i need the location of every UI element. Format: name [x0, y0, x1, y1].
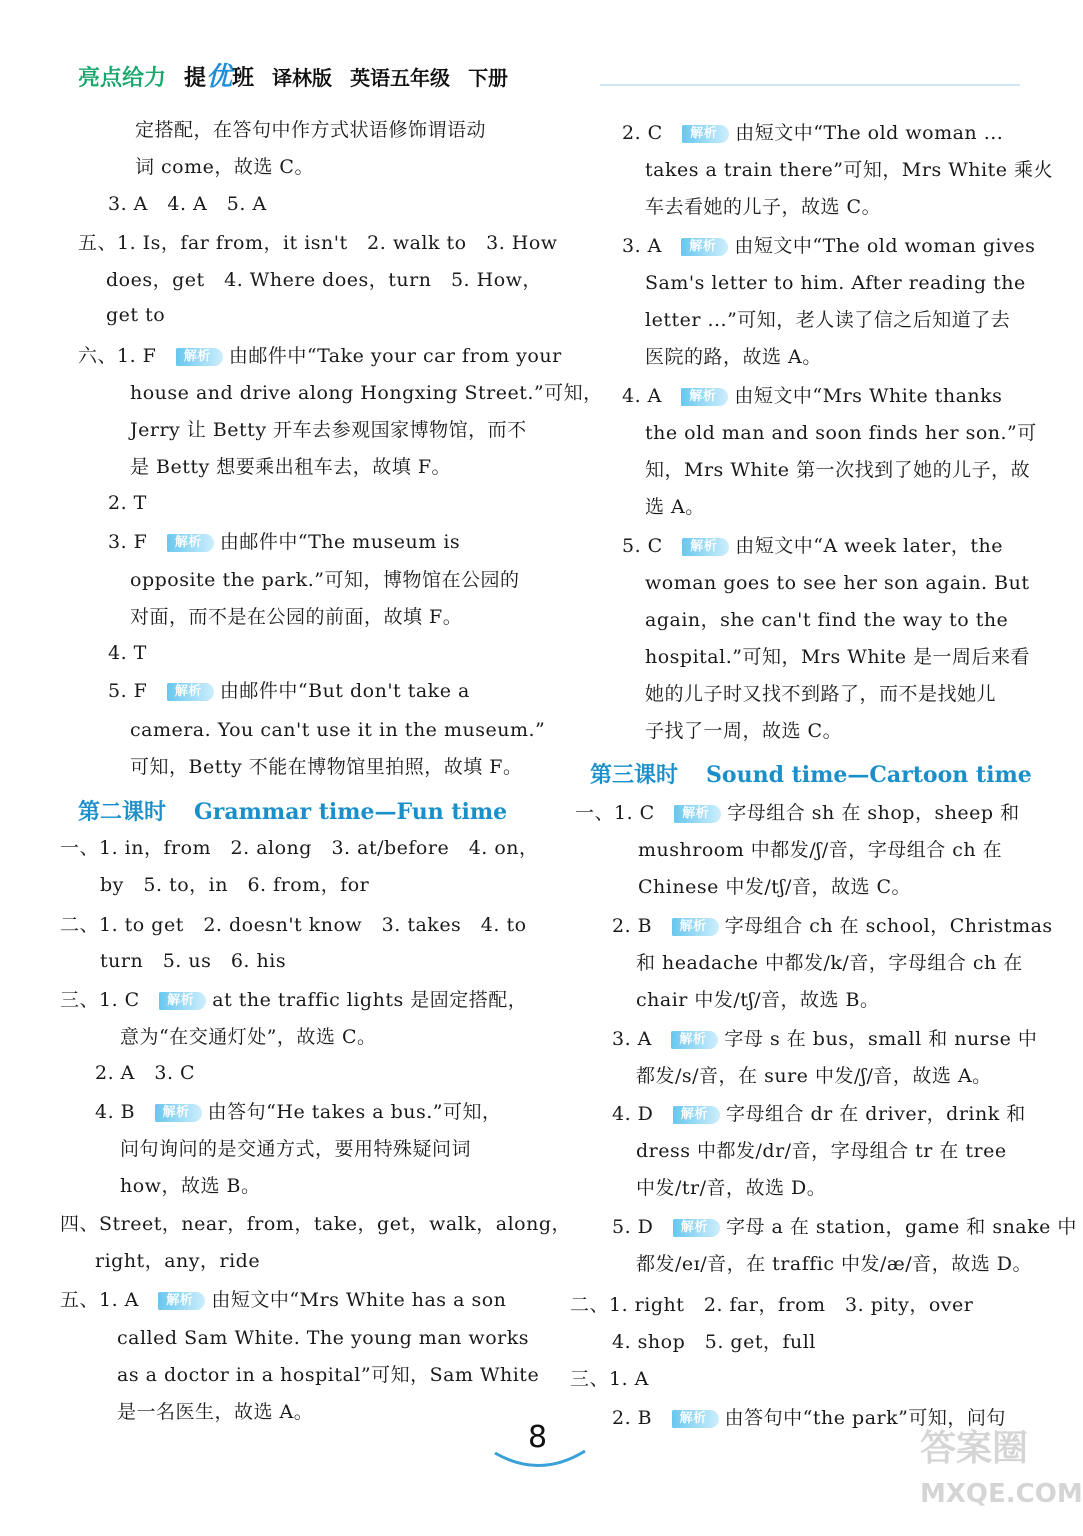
answer-text: 一、1. in，from 2. along 3. at/before 4. on，	[60, 837, 539, 859]
right-answer-line	[645, 268, 1026, 298]
answer-text: Sam's letter to him. After reading the	[645, 272, 1026, 294]
right-answer-line	[636, 1061, 992, 1091]
left-answer-line	[106, 265, 542, 295]
answer-text: 3. A	[622, 235, 662, 257]
answer-text: 5. F	[108, 680, 148, 702]
left-answer-line	[108, 527, 460, 557]
left-answer-line	[135, 115, 486, 145]
answer-text: the old man and soon finds her son.”可	[645, 422, 1037, 444]
right-answer-line	[645, 342, 822, 372]
analysis-text: 字母组合 sh 在 shop，sheep 和	[727, 802, 1020, 824]
left-answer-line	[117, 1397, 313, 1427]
answer-text: 2. A 3. C	[95, 1062, 196, 1084]
answer-text: 5. C	[622, 535, 663, 557]
header-divider	[600, 84, 1020, 86]
section-en-title: Sound time—Cartoon time	[706, 762, 1032, 788]
right-answer-line	[575, 798, 1020, 828]
left-answer-line	[117, 1360, 539, 1390]
left-answer-line	[60, 1209, 571, 1239]
answer-text: 二、1. to get 2. doesn't know 3. takes 4. to	[60, 914, 527, 936]
left-answer-line	[100, 870, 369, 900]
section-heading-lesson-3	[590, 758, 1032, 789]
answer-text: 词 come，故选 C。	[135, 156, 314, 178]
right-answer-line	[645, 642, 1030, 672]
right-answer-line	[636, 1136, 1007, 1166]
answer-text: 4. D	[612, 1103, 654, 1125]
left-answer-line	[120, 1134, 471, 1164]
page-number-swoosh	[490, 1445, 590, 1475]
analysis-tag: 解析	[681, 238, 728, 256]
left-answer-line	[130, 378, 603, 408]
answer-text: 她的儿子时又找不到路了，而不是找她儿	[645, 683, 997, 705]
analysis-text: 由短文中“A week later，the	[735, 535, 1004, 557]
analysis-tag: 解析	[672, 918, 719, 936]
right-answer-line	[622, 231, 1035, 261]
right-answer-line	[570, 1364, 649, 1394]
answer-text: 选 A。	[645, 496, 705, 518]
answer-text: 三、1. A	[570, 1368, 649, 1390]
analysis-tag: 解析	[672, 1410, 719, 1428]
answer-text: takes a train there”可知，Mrs White 乘火	[645, 159, 1054, 181]
answer-text: hospital.”可知，Mrs White 是一周后来看	[645, 646, 1031, 668]
answer-text: right，any，ride	[95, 1250, 261, 1272]
answer-text: by 5. to，in 6. from，for	[100, 874, 370, 896]
answer-text: 二、1. right 2. far，from 3. pity，over	[570, 1294, 974, 1316]
right-answer-line	[645, 418, 1037, 448]
answer-text: 3. A 4. A 5. A	[108, 193, 267, 215]
answer-text: house and drive along Hongxing Street.”可知，	[130, 382, 603, 404]
analysis-tag: 解析	[159, 992, 206, 1010]
answer-text: 都发/s/音，在 sure 中发/ʃ/音，故选 A。	[636, 1065, 992, 1087]
brand-title: 亮点给力	[78, 66, 167, 91]
left-answer-line	[95, 1097, 502, 1127]
left-answer-line	[135, 152, 314, 182]
right-answer-line	[638, 872, 911, 902]
analysis-tag: 解析	[167, 683, 214, 701]
analysis-tag: 解析	[681, 388, 728, 406]
volume-label: 下册	[468, 66, 509, 90]
right-answer-line	[570, 1290, 973, 1320]
left-answer-line	[130, 565, 519, 595]
answer-text: opposite the park.”可知，博物馆在公园的	[130, 569, 520, 591]
answer-text: 5. D	[612, 1216, 654, 1238]
answer-text: 是 Betty 想要乘出租车去，故填 F。	[130, 456, 452, 478]
answer-text: 四、Street，near，from，take，get，walk，along，	[60, 1213, 572, 1235]
answer-text: 4. B	[95, 1101, 136, 1123]
analysis-text: 字母 a 在 station，game 和 snake 中	[725, 1216, 1077, 1238]
right-answer-line	[645, 305, 1010, 335]
answer-text: dress 中都发/dr/音，字母组合 tr 在 tree	[636, 1140, 1007, 1162]
section-cn-title: 第二课时	[78, 800, 167, 825]
right-answer-line	[645, 155, 1053, 185]
analysis-tag: 解析	[158, 1292, 205, 1310]
answer-text: 3. A	[612, 1028, 652, 1050]
answer-text: again，she can't find the way to the	[645, 609, 1009, 631]
right-answer-line	[612, 1099, 1026, 1129]
right-answer-line	[636, 1249, 1032, 1279]
left-answer-line	[108, 189, 267, 219]
analysis-tag: 解析	[673, 1219, 720, 1237]
right-answer-line	[612, 1024, 1037, 1054]
left-answer-line	[117, 1323, 529, 1353]
left-answer-line	[130, 602, 462, 632]
answer-text: 五、1. A	[60, 1289, 139, 1311]
left-answer-line	[108, 676, 470, 706]
analysis-text: 由短文中“Mrs White thanks	[734, 385, 1003, 407]
answer-text: 2. C	[622, 122, 663, 144]
left-answer-line	[130, 415, 527, 445]
answer-text: 医院的路，故选 A。	[645, 346, 822, 368]
series-title: 提优班	[184, 62, 255, 92]
page-header	[78, 56, 508, 90]
answer-text: does，get 4. Where does，turn 5. How，	[106, 269, 542, 291]
answer-text: 定搭配，在答句中作方式状语修饰谓语动	[135, 119, 487, 141]
answer-text: 知，Mrs White 第一次找到了她的儿子，故	[645, 459, 1031, 481]
answer-text: how，故选 B。	[120, 1175, 261, 1197]
answer-text: 3. F	[108, 531, 148, 553]
analysis-text: 字母组合 dr 在 driver，drink 和	[725, 1103, 1026, 1125]
answer-text: 车去看她的儿子，故选 C。	[645, 196, 882, 218]
left-answer-line	[120, 1022, 377, 1052]
answer-text: 子找了一周，故选 C。	[645, 720, 843, 742]
left-answer-line	[60, 1285, 506, 1315]
watermark-url: MXQE.COM	[920, 1479, 1083, 1509]
analysis-text: 由邮件中“But don't take a	[219, 680, 470, 702]
answer-text: camera. You can't use it in the museum.”	[130, 719, 546, 741]
right-answer-line	[645, 492, 705, 522]
analysis-tag: 解析	[176, 348, 223, 366]
answer-text: as a doctor in a hospital”可知，Sam White	[117, 1364, 540, 1386]
analysis-text: at the traffic lights 是固定搭配，	[212, 989, 528, 1011]
right-answer-line	[622, 381, 1002, 411]
analysis-text: 由短文中“Mrs White has a son	[211, 1289, 507, 1311]
analysis-tag: 解析	[155, 1104, 202, 1122]
right-answer-line	[612, 911, 1053, 941]
left-answer-line	[78, 228, 558, 258]
analysis-text: 由短文中“The old woman ...	[735, 122, 1004, 144]
right-answer-line	[645, 455, 1030, 485]
analysis-text: 字母 s 在 bus，small 和 nurse 中	[724, 1028, 1038, 1050]
answer-text: 和 headache 中都发/k/音，字母组合 ch 在	[636, 952, 1023, 974]
answer-text: woman goes to see her son again. But	[645, 572, 1030, 594]
answer-text: get to	[106, 304, 166, 326]
watermark-text: 答案圈	[920, 1428, 1029, 1469]
left-answer-line	[120, 1171, 260, 1201]
right-answer-line	[645, 192, 881, 222]
subject-label: 英语五年级	[350, 66, 451, 90]
analysis-tag: 解析	[671, 1031, 718, 1049]
analysis-text: 由短文中“The old woman gives	[734, 235, 1036, 257]
edition-label: 译林版	[272, 66, 333, 90]
answer-text: 都发/eɪ/音，在 traffic 中发/æ/音，故选 D。	[636, 1253, 1032, 1275]
answer-text: Jerry 让 Betty 开车去参观国家博物馆，而不	[130, 419, 527, 441]
left-answer-line	[95, 1058, 195, 1088]
answer-text: mushroom 中都发/ʃ/音，字母组合 ch 在	[638, 839, 1003, 861]
answer-text: 是一名医生，故选 A。	[117, 1401, 314, 1423]
right-answer-line	[645, 605, 1008, 635]
section-en-title: Grammar time—Fun time	[194, 799, 508, 825]
left-answer-line	[60, 833, 539, 863]
answer-text: 2. B	[612, 1407, 653, 1429]
left-answer-line	[106, 300, 165, 330]
left-answer-line	[95, 1246, 260, 1276]
right-answer-line	[636, 948, 1023, 978]
left-answer-line	[100, 946, 286, 976]
answer-text: turn 5. us 6. his	[100, 950, 287, 972]
right-answer-line	[636, 985, 880, 1015]
right-answer-line	[622, 118, 1003, 148]
analysis-tag: 解析	[167, 534, 214, 552]
right-answer-line	[645, 679, 996, 709]
right-answer-line	[636, 1173, 826, 1203]
answer-text: 中发/tr/音，故选 D。	[636, 1177, 827, 1199]
analysis-text: 由答句中“the park”可知，问句	[724, 1407, 1006, 1429]
left-answer-line	[78, 341, 562, 371]
answer-text: 六、1. F	[78, 345, 157, 367]
analysis-text: 由邮件中“The museum is	[219, 531, 461, 553]
left-answer-line	[108, 638, 147, 668]
answer-text: 4. shop 5. get，full	[612, 1331, 816, 1353]
right-answer-line	[612, 1327, 816, 1357]
answer-text: 问句询问的是交通方式，要用特殊疑问词	[120, 1138, 472, 1160]
right-answer-line	[638, 835, 1002, 865]
answer-text: 意为“在交通灯处”，故选 C。	[120, 1026, 377, 1048]
section-cn-title: 第三课时	[590, 763, 679, 788]
answer-text: letter ...”可知，老人读了信之后知道了去	[645, 309, 1011, 331]
answer-text: called Sam White. The young man works	[117, 1327, 529, 1349]
left-answer-line	[60, 985, 527, 1015]
answer-text: Chinese 中发/tʃ/音，故选 C。	[638, 876, 912, 898]
answer-text: chair 中发/tʃ/音，故选 B。	[636, 989, 880, 1011]
answer-text: 对面，而不是在公园的前面，故填 F。	[130, 606, 463, 628]
left-answer-line	[130, 752, 522, 782]
watermark-logo	[920, 1420, 1083, 1530]
right-answer-line	[645, 568, 1029, 598]
answer-text: 三、1. C	[60, 989, 140, 1011]
answer-text: 五、1. Is，far from，it isn't 2. walk to 3. How	[78, 232, 558, 254]
analysis-tag: 解析	[673, 1106, 720, 1124]
left-answer-line	[130, 452, 451, 482]
answer-text: 一、1. C	[575, 802, 655, 824]
answer-text: 4. A	[622, 385, 662, 407]
analysis-text: 由答句“He takes a bus.”可知，	[207, 1101, 502, 1123]
analysis-text: 字母组合 ch 在 school，Christmas	[724, 915, 1053, 937]
answer-text: 4. T	[108, 642, 147, 664]
analysis-tag: 解析	[682, 125, 729, 143]
right-answer-line	[612, 1212, 1077, 1242]
left-answer-line	[130, 715, 545, 745]
answer-text: 2. T	[108, 492, 147, 514]
analysis-text: 由邮件中“Take your car from your	[228, 345, 562, 367]
answer-text: 2. B	[612, 915, 653, 937]
right-answer-line	[622, 531, 1003, 561]
analysis-tag: 解析	[682, 538, 729, 556]
left-answer-line	[108, 488, 147, 518]
right-answer-line	[645, 716, 842, 746]
left-answer-line	[60, 910, 527, 940]
answer-text: 可知，Betty 不能在博物馆里拍照，故填 F。	[130, 756, 523, 778]
section-heading-lesson-2	[78, 795, 507, 826]
analysis-tag: 解析	[674, 805, 721, 823]
page-number: 8	[528, 1420, 548, 1455]
